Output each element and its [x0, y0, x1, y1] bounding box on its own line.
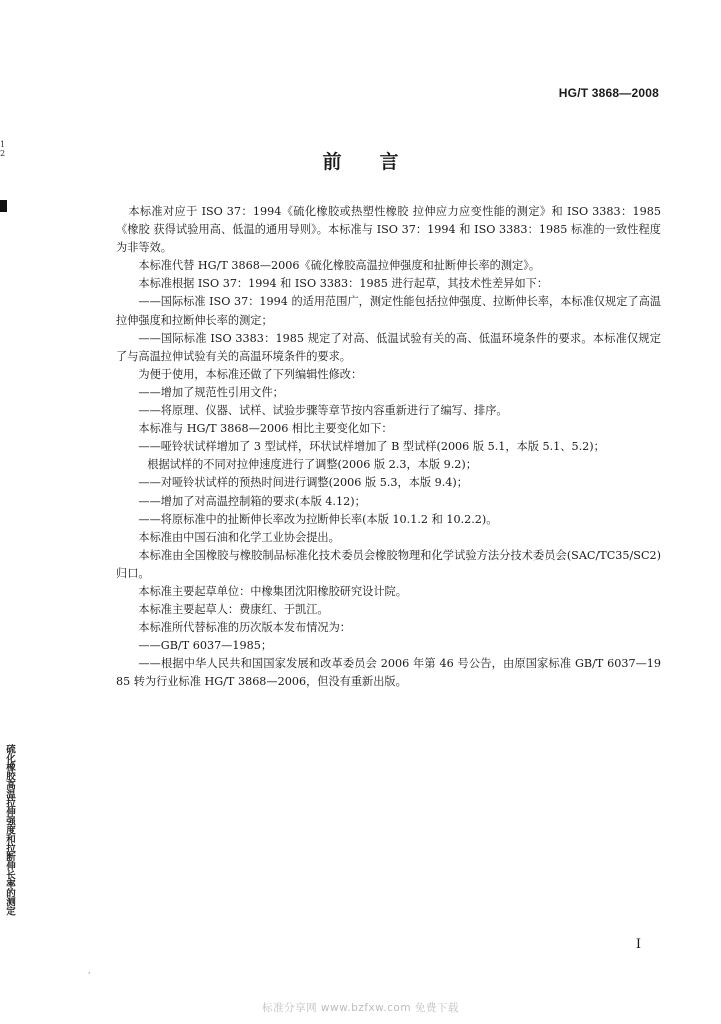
paragraph: ——哑铃状试样增加了 3 型试样，环状试样增加了 B 型试样(2006 版 5.1，本版 5.1、5.2)； — [138, 440, 605, 454]
paragraph: 本标准由全国橡胶与橡胶制品标准化技术委员会橡胶物理和化学试验方法分技术委员会(SAC/TC35/SC2)归口。 — [116, 548, 661, 580]
paragraph: 本标准对应于 ISO 37：1994《硫化橡胶或热塑性橡胶 拉伸应力应变性能的测定》和 ISO 3383：1985《橡胶 获得试验用高、低温的通用导则》。本标准与 ISO 37：1994 和 ISO 3383：1985 标准的一致性程度为非等效。 — [116, 205, 661, 255]
paragraph: ——增加了对高温控制箱的要求(本版 4.12)； — [138, 494, 366, 508]
paragraph: 本标准根据 ISO 37：1994 和 ISO 3383：1985 进行起草，其技术性差异如下： — [138, 277, 549, 291]
paragraph: ——国际标准 ISO 37：1994 的适用范围广，测定性能包括拉伸强度、拉断伸长率，本标准仅规定了高温拉伸强度和拉断伸长率的测定； — [116, 295, 661, 327]
foreword-body — [116, 203, 661, 692]
paragraph: 本标准代替 HG/T 3868—2006《硫化橡胶高温拉伸强度和扯断伸长率的测定》。 — [138, 259, 541, 273]
paragraph: ——增加了规范性引用文件； — [138, 385, 284, 399]
paragraph: ——将原理、仪器、试样、试验步骤等章节按内容重新进行了编写、排序。 — [138, 404, 508, 418]
paragraph: 本标准主要起草单位：中橡集团沈阳橡胶研究设计院。 — [138, 584, 407, 598]
paragraph: 为便于使用，本标准还做了下列编辑性修改： — [138, 367, 363, 381]
paragraph: 本标准与 HG/T 3868—2006 相比主要变化如下： — [138, 422, 393, 436]
paragraph: ——国际标准 ISO 3383：1985 规定了对高、低温试验有关的高、低温环境条件的要求。本标准仅规定了与高温拉伸试验有关的高温环境条件的要求。 — [116, 331, 661, 363]
paragraph: 本标准所代替标准的历次版本发布情况为： — [138, 621, 351, 635]
paragraph: ——将原标准中的扯断伸长率改为拉断伸长率(本版 10.1.2 和 10.2.2)。 — [138, 512, 498, 526]
standard-code: HG/T 3868—2008 — [558, 86, 659, 100]
margin-bar — [0, 200, 7, 212]
paragraph: 本标准由中国石油和化学工业协会提出。 — [138, 530, 340, 544]
paragraph: 根据试样的不同对拉伸速度进行了调整(2006 版 2.3，本版 9.2)； — [147, 458, 477, 472]
margin-vertical-title: 硫化橡胶高温拉伸强度和拉断伸长率的测定 — [4, 744, 15, 915]
page-title: 前言 — [322, 151, 437, 173]
paragraph: ——对哑铃状试样的预热时间进行调整(2006 版 5.3，本版 9.4)； — [138, 476, 468, 490]
paragraph: 本标准主要起草人：费康红、于凯江。 — [138, 603, 329, 617]
margin-marks: 1 2 — [0, 140, 6, 158]
paragraph: ——根据中华人民共和国国家发展和改革委员会 2006 年第 46 号公告，由原国家标准 GB/T 6037—1985 转为行业标准 HG/T 3868—2006，但没有重新出版。 — [116, 657, 661, 689]
watermark-footer: 标准分享网 www.bzfxw.com 免费下载 — [262, 1002, 459, 1014]
scan-speck: ‚ — [88, 966, 91, 975]
page-number: I — [635, 937, 641, 952]
paragraph: ——GB/T 6037—1985； — [138, 639, 273, 653]
